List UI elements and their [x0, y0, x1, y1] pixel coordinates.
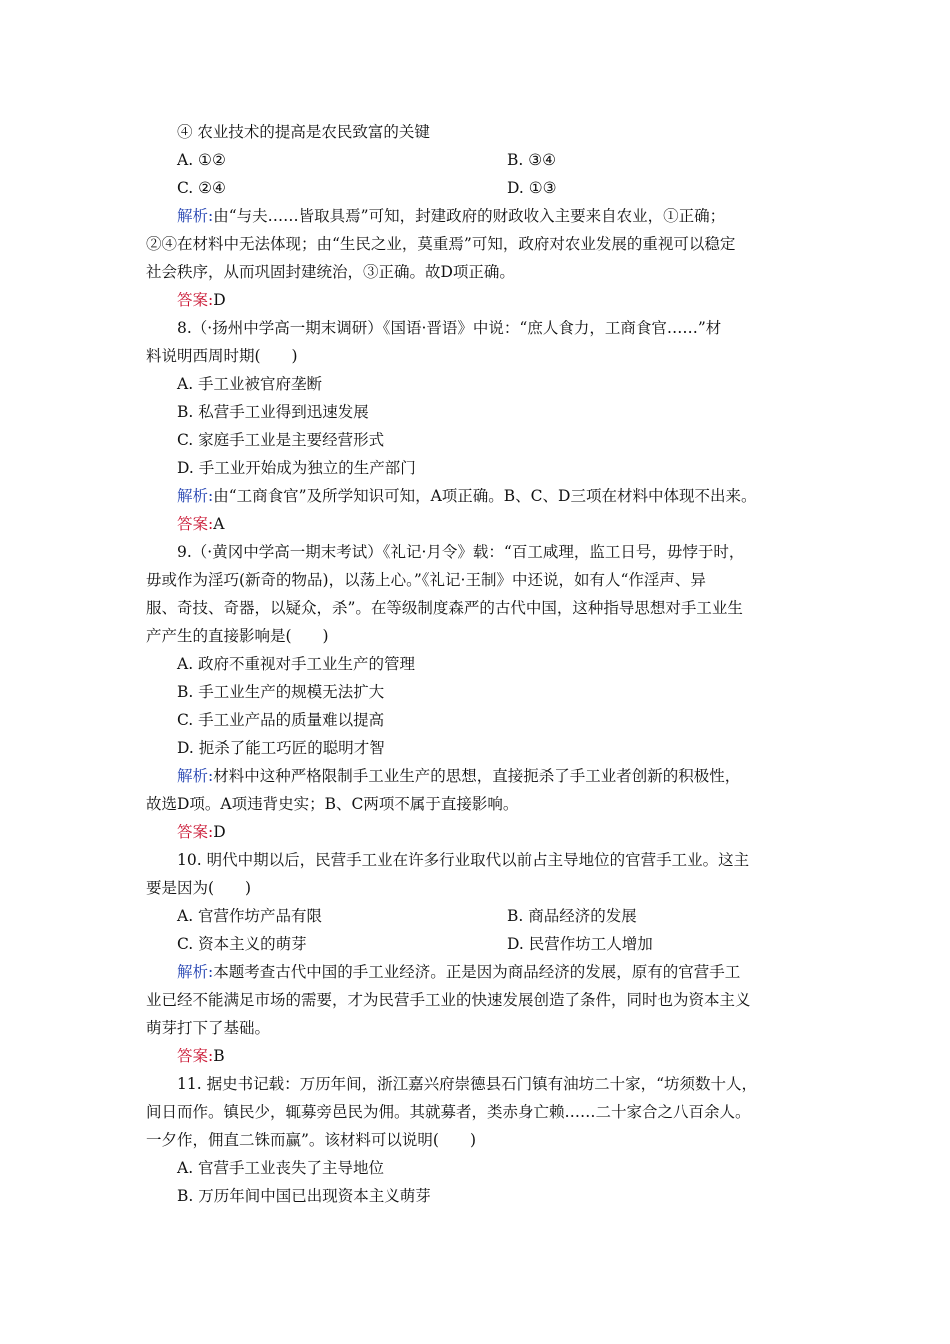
- q11-option-b: B. 万历年间中国已出现资本主义萌芽: [177, 1187, 431, 1205]
- q10-analysis-line-2: 业已经不能满足市场的需要，才为民营手工业的快速发展创造了条件，同时也为资本主义: [146, 991, 751, 1009]
- q9-analysis-line-2: 故选D项。A项违背史实；B、C两项不属于直接影响。: [146, 795, 519, 813]
- q9-stem-line-2: 毋或作为淫巧(新奇的物品)，以荡上心。”《礼记·王制》中还说，如有人“作淫声、异: [146, 571, 706, 589]
- analysis-text: 由“工商食官”及所学知识可知，A项正确。B、C、D三项在材料中体现不出来。: [213, 487, 757, 505]
- q10-option-b: B. 商品经济的发展: [507, 907, 637, 925]
- q8-option-a: A. 手工业被官府垄断: [177, 375, 323, 393]
- q9-analysis-line-1: [177, 762, 837, 790]
- q10-answer: [177, 1042, 837, 1070]
- q10-option-d: D. 民营作坊工人增加: [507, 935, 653, 953]
- q9-option-b: B. 手工业生产的规模无法扩大: [177, 683, 385, 701]
- answer-label: 答案:: [177, 823, 214, 841]
- q9-stem-line-3: 服、奇技、奇器，以疑众，杀”。在等级制度森严的古代中国，这种指导思想对手工业生: [146, 599, 743, 617]
- q7-options-row-1: [177, 146, 837, 174]
- q11-stem-line-1: 11. 据史书记载：万历年间，浙江嘉兴府崇德县石门镇有油坊二十家，“坊须数十人，: [177, 1075, 758, 1093]
- q8-option-c: C. 家庭手工业是主要经营形式: [177, 431, 385, 449]
- q9-option-a: A. 政府不重视对手工业生产的管理: [177, 655, 416, 673]
- q7-analysis-line-3: 社会秩序，从而巩固封建统治，③正确。故D项正确。: [146, 263, 515, 281]
- answer-value: A: [213, 515, 225, 533]
- answer-label: 答案:: [177, 1047, 214, 1065]
- q11-stem-line-3: 一夕作，佣直二铢而赢”。该材料可以说明( ): [146, 1131, 477, 1149]
- analysis-label: 解析:: [177, 963, 214, 981]
- analysis-text: 由“与夫……皆取具焉”可知，封建政府的财政收入主要来自农业，①正确；: [213, 207, 726, 225]
- q9-stem-line-4: 产产生的直接影响是( ): [146, 627, 329, 645]
- analysis-text: 本题考查古代中国的手工业经济。正是因为商品经济的发展，原有的官营手工: [213, 963, 741, 981]
- q9-option-c: C. 手工业产品的质量难以提高: [177, 711, 385, 729]
- q7-option-b: B. ③④: [507, 151, 557, 169]
- q7-analysis-line-1: [177, 202, 837, 230]
- answer-label: 答案:: [177, 291, 214, 309]
- analysis-label: 解析:: [177, 207, 214, 225]
- q7-analysis-line-2: ②④在材料中无法体现；由“生民之业，莫重焉”可知，政府对农业发展的重视可以稳定: [146, 235, 736, 253]
- analysis-label: 解析:: [177, 487, 214, 505]
- q10-option-c: C. 资本主义的萌芽: [177, 935, 307, 953]
- answer-label: 答案:: [177, 515, 214, 533]
- q10-options-row-1: [177, 902, 837, 930]
- q7-option-d: D. ①③: [507, 179, 557, 197]
- q10-option-a: A. 官营作坊产品有限: [177, 907, 323, 925]
- q10-analysis-line-3: 萌芽打下了基础。: [146, 1019, 271, 1037]
- answer-value: D: [213, 291, 226, 309]
- q10-stem-line-1: 10. 明代中期以后，民营手工业在许多行业取代以前占主导地位的官营手工业。这主: [177, 851, 750, 869]
- answer-value: B: [213, 1047, 225, 1065]
- q8-stem-line-1: 8.（·扬州中学高一期末调研）《国语·晋语》中说：“庶人食力，工商食官……”材: [177, 319, 722, 337]
- q11-stem-line-2: 间日而作。镇民少，辄募旁邑民为佣。其就募者，类赤身亡赖……二十家合之八百余人。: [146, 1103, 751, 1121]
- q7-option-c: C. ②④: [177, 179, 226, 197]
- q9-stem-line-1: 9.（·黄冈中学高一期末考试）《礼记·月令》载：“百工咸理，监工日号，毋悖于时，: [177, 543, 745, 561]
- q9-option-d: D. 扼杀了能工巧匠的聪明才智: [177, 739, 385, 757]
- q7-item-4: ④ 农业技术的提高是农民致富的关键: [177, 123, 430, 141]
- q7-option-a: A. ①②: [177, 151, 226, 169]
- q11-option-a: A. 官营手工业丧失了主导地位: [177, 1159, 385, 1177]
- q9-answer: [177, 818, 837, 846]
- q10-analysis-line-1: [177, 958, 837, 986]
- analysis-label: 解析:: [177, 767, 214, 785]
- q7-options-row-2: [177, 174, 837, 202]
- q7-answer: [177, 286, 837, 314]
- q8-stem-line-2: 料说明西周时期( ): [146, 347, 298, 365]
- q8-option-d: D. 手工业开始成为独立的生产部门: [177, 459, 416, 477]
- analysis-text: 材料中这种严格限制手工业生产的思想，直接扼杀了手工业者创新的积极性，: [213, 767, 741, 785]
- q10-options-row-2: [177, 930, 837, 958]
- q10-stem-line-2: 要是因为( ): [146, 879, 252, 897]
- q8-analysis-line-1: [177, 482, 837, 510]
- q8-answer: [177, 510, 837, 538]
- answer-value: D: [213, 823, 226, 841]
- q8-option-b: B. 私营手工业得到迅速发展: [177, 403, 369, 421]
